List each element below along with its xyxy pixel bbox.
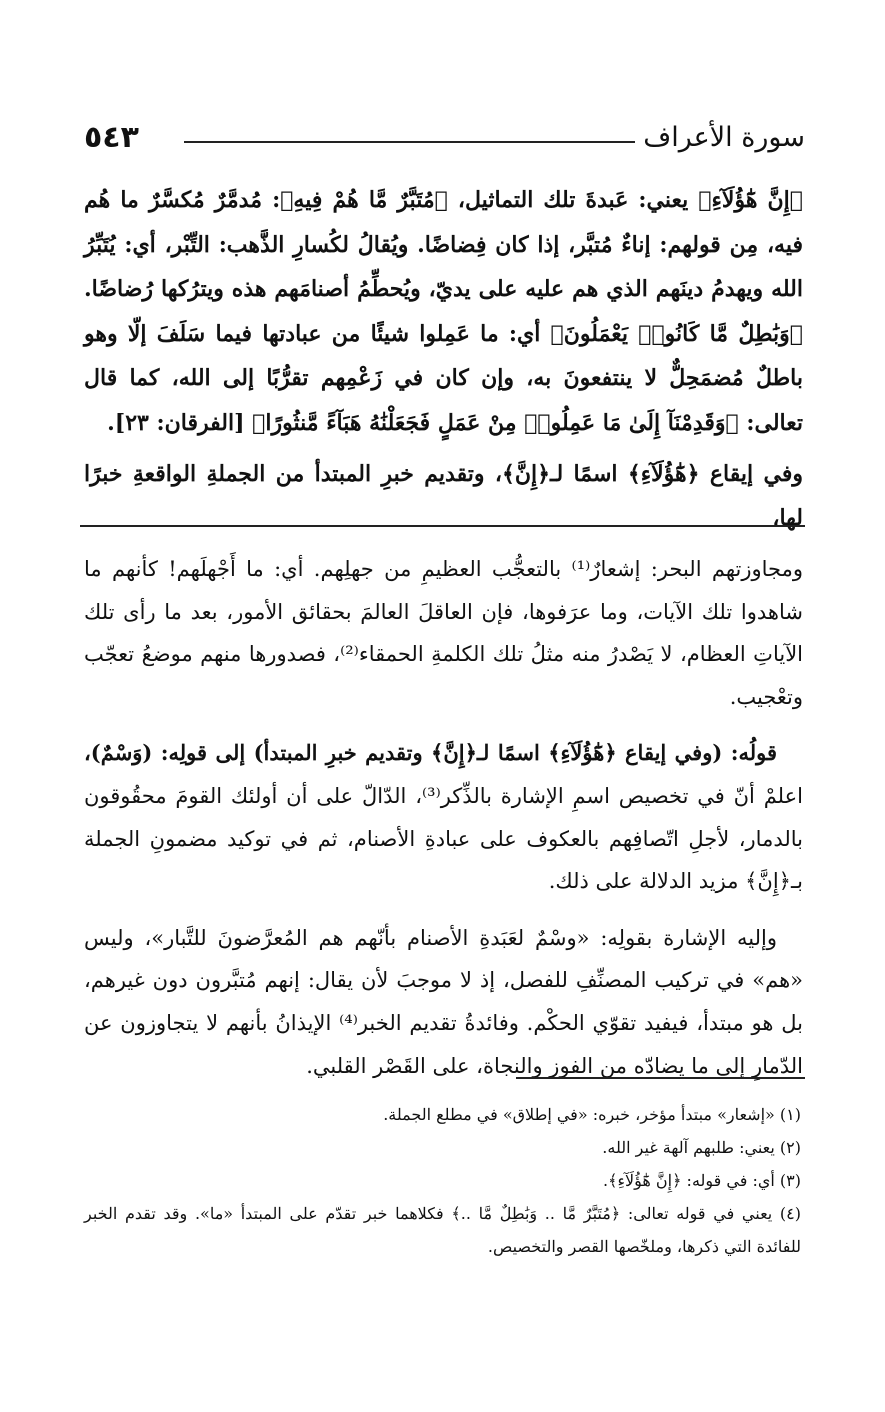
footnotes: [84, 1098, 801, 1263]
page-number: ٥٤٣: [84, 120, 139, 155]
surah-title: سورة الأعراف: [643, 122, 805, 153]
footnote: (١) «إشعار» مبتدأ مؤخر، خبره: «في إطلاق» في مطلع الجملة.: [383, 1105, 801, 1124]
matn-text: [84, 178, 803, 541]
sharh-paragraph: ومجاوزتهم البحر: إشعارٌ⁽¹⁾ بالتعجُّب العظيمِ من جهلِهم. أي: ما أَجْهلَهم! كأنهم ما شاهدوا تلك الآيات، وما عرَفوها، فإن العاقلَ العالمَ بحقائق الأمور، بعد ما رأى تلك الآياتِ العظام، لا يَصْدرُ منه مثلُ تلك الكلمةِ الحمقاء⁽²⁾، فصدورها منهم موضعُ تعجّب وتعْجيب.: [84, 557, 804, 709]
footnote-rule: [516, 1077, 805, 1079]
footnote: (٣) أي: في قوله: ﴿إِنَّ هَٰٓؤُلَآءِ﴾.: [603, 1171, 801, 1190]
sharh-paragraph: وإليه الإشارة بقولِه: «وسْمٌ لعَبَدةِ الأصنام بأنّهم هم المُعرَّضونَ للتَّبار»، وليس «هم» في تركيب المصنِّفِ للفصل، إذ لا موجبَ لأن يقال: إنهم مُتبَّرون دون غيرهم، بل هو مبتدأ، فيفيد تقوّي الحكْم. وفائدةُ تقديم الخبر⁽⁴⁾ الإيذانُ بأنهم لا يتجاوزون عن الدّمارِ إلى ما يضادّه من الفوز والنجاة، على القَصْر القلبي.: [84, 925, 804, 1078]
sharh-commentary: اعلمْ أنّ في تخصيص اسمِ الإشارة بالذِّكر⁽³⁾، الدّالّ على أن أولئك القومَ محقُوقون بالدمار، لأجلِ اتّصافِهم بالعكوف على عبادةِ الأصنام، ثم في توكيد مضمونِ الجملة بـ﴿إِنَّ﴾ مزيد الدلالة على ذلك.: [84, 783, 803, 894]
header-rule: [184, 141, 635, 143]
matn-paragraph: وفي إيقاع ﴿هَٰٓؤُلَآءِ﴾ اسمًا لـ﴿إِنَّ﴾، وتقديم خبرِ المبتدأ من الجملةِ الواقعةِ خبرًا لها،: [84, 460, 803, 532]
sharh-paragraph: [84, 732, 803, 902]
footnote: (٤) يعني في قوله تعالى: ﴿مُتَبَّرٌ مَّا .. وَبَٰطِلٌ مَّا ..﴾ فكلاهما خبر تقدّم على المبتدأ «ما». وقد تقدم الخبر للفائدة التي ذكرها، وملخّصها القصر والتخصيص.: [84, 1204, 801, 1256]
sharh-lemma: قولُه: (وفي إيقاع ﴿هَٰٓؤُلَآءِ﴾ اسمًا لـ﴿إِنَّ﴾ وتقديم خبرِ المبتدأ) إلى قولِه: (وَسْمٌ)،: [84, 740, 777, 766]
matn-paragraph: ﴿إِنَّ هَٰٓؤُلَآءِ﴾ يعني: عَبدةَ تلك التماثيل، ﴿مُتَبَّرٌ مَّا هُمْ فِيهِ﴾: مُدمَّرٌ مُكسَّرٌ ما هُم فيه، مِن قولهم: إناءٌ مُتبَّر، إذا كان فِضاضًا. ويُقالُ لكُسارِ الذَّهب: التِّبْر، أي: يُتَبِّرُ الله ويهدمُ دينَهم الذي هم عليه على يديّ، ويُحطِّمُ أصنامَهم هذه ويترُكها رُضاضًا. ﴿وَبَٰطِلٌ مَّا كَانُوا۟ يَعْمَلُونَ﴾ أي: ما عَمِلوا شيئًا من عبادتها فيما سَلَفَ إلّا وهو باطلٌ مُضمَحِلٌّ لا ينتفعونَ به، وإن كان في زَعْمِهم تقرُّبًا إلى الله، كما قال تعالى: ﴿وَقَدِمْنَآ إِلَىٰ مَا عَمِلُوا۟ مِنْ عَمَلٍ فَجَعَلْنَٰهُ هَبَآءً مَّنثُورًا﴾ [الفرقان: ٢٣].: [84, 187, 803, 436]
page-header: [84, 122, 805, 162]
matn-divider: [80, 525, 805, 527]
sharh-text: [84, 548, 803, 1087]
footnote: (٢) يعني: طلبهم آلهة غير الله.: [602, 1138, 801, 1157]
